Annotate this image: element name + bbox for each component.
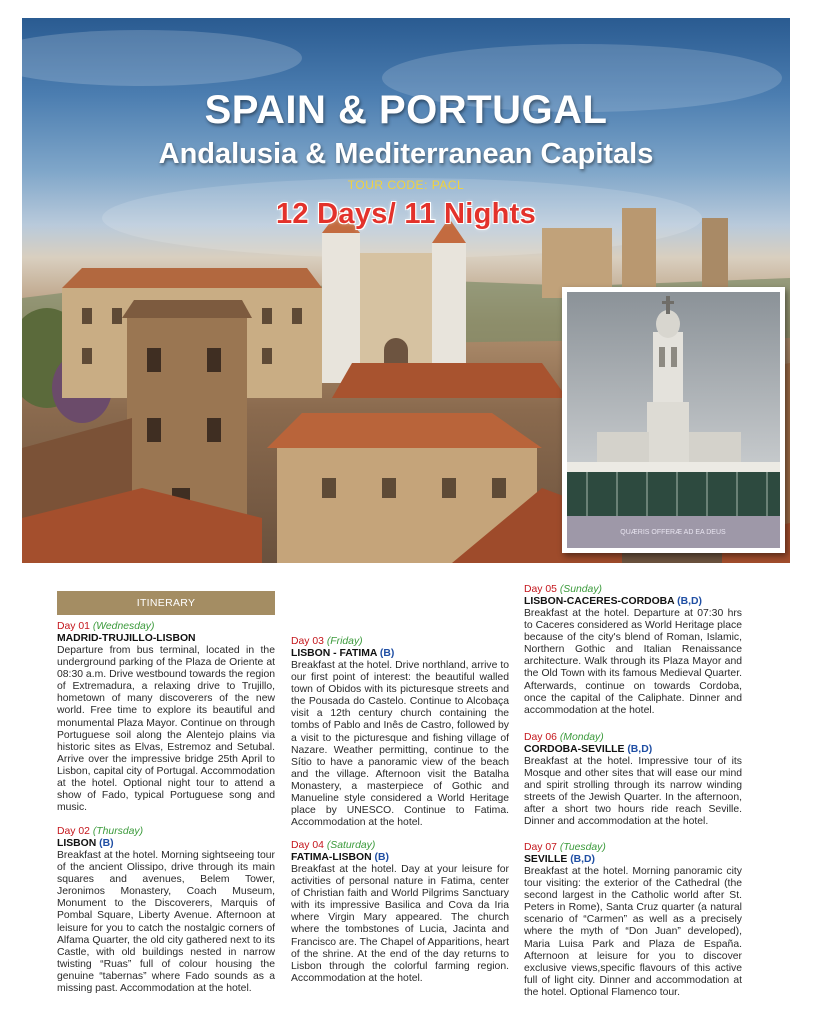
day-description: Breakfast at the hotel. Departure at 07:30 hrs to Caceres considered as World Heritage place because of the city's blend of Roman, Islamic, Northern Gothic and Italian Renaissance architecture. Walk through its Plaza Mayor and the Old Town with its famous Medieval Quarter. Afterwards, continue on towards Cordoba, once the capital of the Caliphate. Dinner and accommodation at the hotel. — [524, 608, 742, 716]
day-heading — [57, 621, 275, 633]
day-heading — [524, 732, 742, 744]
day-route — [57, 838, 275, 850]
day-heading — [524, 842, 742, 854]
meal-plan: (B,D) — [627, 744, 653, 755]
day-weekday: (Sunday) — [559, 584, 602, 595]
itinerary-column-3 — [524, 584, 742, 717]
inset-sign-text: QUÆRIS OFFERÆ AD EA DEUS — [620, 529, 726, 536]
meal-plan: (B) — [99, 838, 114, 849]
day-weekday: (Wednesday) — [92, 621, 155, 632]
day-heading — [291, 636, 509, 648]
day-number: Day 06 — [524, 732, 557, 743]
itinerary-column-3c — [524, 842, 742, 999]
route-name: LISBON-CACERES-CORDOBA — [524, 596, 675, 607]
itinerary-column-1b — [57, 826, 275, 995]
day-description: Breakfast at the hotel. Morning sightseeing tour of the ancient Olissipo, drive through its main squares and avenues, Belem Tower, Jeronimos Monastery, Coach Museum, Monument to the Discoverers, Marquis of Pombal Square, Liberty Avenue. Afternoon at leisure for you to catch the nostalgic corners of Alfama Quarter, the old city gathered next to its Castle, with old buildings nested in narrow twisting “Ruas” full of colour housing the genuine “tabernas” where Fado sounds as a missing past. Accommodation at the hotel. — [57, 850, 275, 995]
day-01 — [57, 621, 275, 814]
day-weekday: (Friday) — [326, 636, 363, 647]
meal-plan: (B,D) — [677, 596, 702, 607]
day-number: Day 05 — [524, 584, 557, 595]
route-name: CORDOBA-SEVILLE — [524, 744, 625, 755]
day-number: Day 04 — [291, 840, 324, 851]
hero-banner — [22, 18, 790, 563]
day-route — [291, 852, 509, 864]
day-route — [57, 633, 275, 645]
day-description: Departure from bus terminal, located in the underground parking of the Plaza de Oriente at 08:30 a.m. Drive westbound towards the region of Extremadura, a relaxing drive to Trujillo, hometown of many discoverers of the new world. Free time to explore its beautiful and monumental Plaza Mayor. Continue on through Portuguese soil along the Alentejo plains via historic sites as Elvas, Estremoz and Setubal. Arrive over the impressive bridge 25th April to Lisbon, capital city of Portugal. Accommodation at the hotel. Optional night tour to attend a show of Fado, typical Portuguese song and music. — [57, 645, 275, 814]
tour-duration: 12 Days/ 11 Nights — [275, 198, 537, 230]
day-heading — [524, 584, 742, 596]
day-description: Breakfast at the hotel. Impressive tour of its Mosque and other sites that will ease our mind and spirit strolling through its narrow winding streets of the Jewish Quarter. In the afternoon, after a short two hours ride reach Seville. Dinner and accommodation at the hotel. — [524, 756, 742, 828]
day-description: Breakfast at the hotel. Day at your leisure for activities of personal nature in Fatima, center of Christian faith and World Pilgrims Sanctuary with its impressive Basilica and Cova da Iria where Virgin Mary appeared. The church where the tombstones of Lucia, Jacinta and Francisco are. The Chapel of Apparitions, heart of the shrine. At the end of the day returns to Lisbon through the colorful farming region. Accommodation at the hotel. — [291, 864, 509, 984]
tour-code: TOUR CODE: PACL — [347, 178, 465, 192]
day-number: Day 01 — [57, 621, 90, 632]
day-02 — [57, 826, 275, 995]
day-number: Day 02 — [57, 826, 90, 837]
day-03 — [291, 636, 509, 829]
hero-subtitle: Andalusia & Mediterranean Capitals — [158, 138, 654, 170]
day-description: Breakfast at the hotel. Drive northland, arrive to our first point of interest: the beautiful walled town of Obidos with its picturesque streets and the Pousada do Castelo. Continue to Alcobaça visit a 12th century church containing the tombs of Pablo and Inês de Castro, followed by a visit to the picturesque and fishing village of Nazare. Weather permitting, continue to the Sítio to have a panoramic view of the beach and the village. Afternoon visit the Batalha Monastery, a masterpiece of Gothic and Manueline style considered a World Heritage place by UNESCO. Continue to Fatima. Accommodation at the hotel. — [291, 660, 509, 829]
day-heading — [291, 840, 509, 852]
day-weekday: (Thursday) — [92, 826, 144, 837]
day-05 — [524, 584, 742, 717]
meal-plan: (B) — [374, 852, 389, 863]
day-weekday: (Monday) — [559, 732, 604, 743]
day-04 — [291, 840, 509, 985]
hero-title: SPAIN & PORTUGAL — [204, 88, 608, 132]
day-heading — [57, 826, 275, 838]
day-route — [524, 744, 742, 756]
day-description: Breakfast at the hotel. Morning panoramic city tour visiting: the exterior of the Cathedral (the second largest in the Catholic world after St. Peters in Rome), Santa Cruz quarter (a natural scenario of “Carmen” as well as a precisely where the myth of “Don Juan” developed), Maria Luisa Park and Plaza de España. Afternoon at leisure for you to discover exclusive views,specific flavours of this active full of light city. Dinner and accommodation at the hotel. Optional Flamenco tour. — [524, 866, 742, 998]
day-weekday: (Saturday) — [326, 840, 376, 851]
route-name: LISBON — [57, 838, 97, 849]
day-route — [291, 648, 509, 660]
day-06 — [524, 732, 742, 829]
itinerary-column-2b — [291, 840, 509, 985]
itinerary-column-3b — [524, 732, 742, 829]
itinerary-column-2 — [291, 636, 509, 829]
fatima-basilica-photo — [562, 287, 785, 553]
day-route — [524, 854, 742, 866]
day-weekday: (Tuesday) — [559, 842, 606, 853]
itinerary-column-1 — [57, 621, 275, 814]
day-number: Day 07 — [524, 842, 557, 853]
route-name: LISBON - FATIMA — [291, 648, 378, 659]
day-route — [524, 596, 742, 608]
route-name: MADRID-TRUJILLO-LISBON — [57, 633, 196, 644]
day-07 — [524, 842, 742, 999]
day-number: Day 03 — [291, 636, 324, 647]
meal-plan: (B,D) — [570, 854, 596, 865]
route-name: FATIMA-LISBON — [291, 852, 372, 863]
meal-plan: (B) — [379, 648, 395, 659]
route-name: SEVILLE — [524, 854, 568, 865]
itinerary-label: ITINERARY — [57, 591, 275, 615]
